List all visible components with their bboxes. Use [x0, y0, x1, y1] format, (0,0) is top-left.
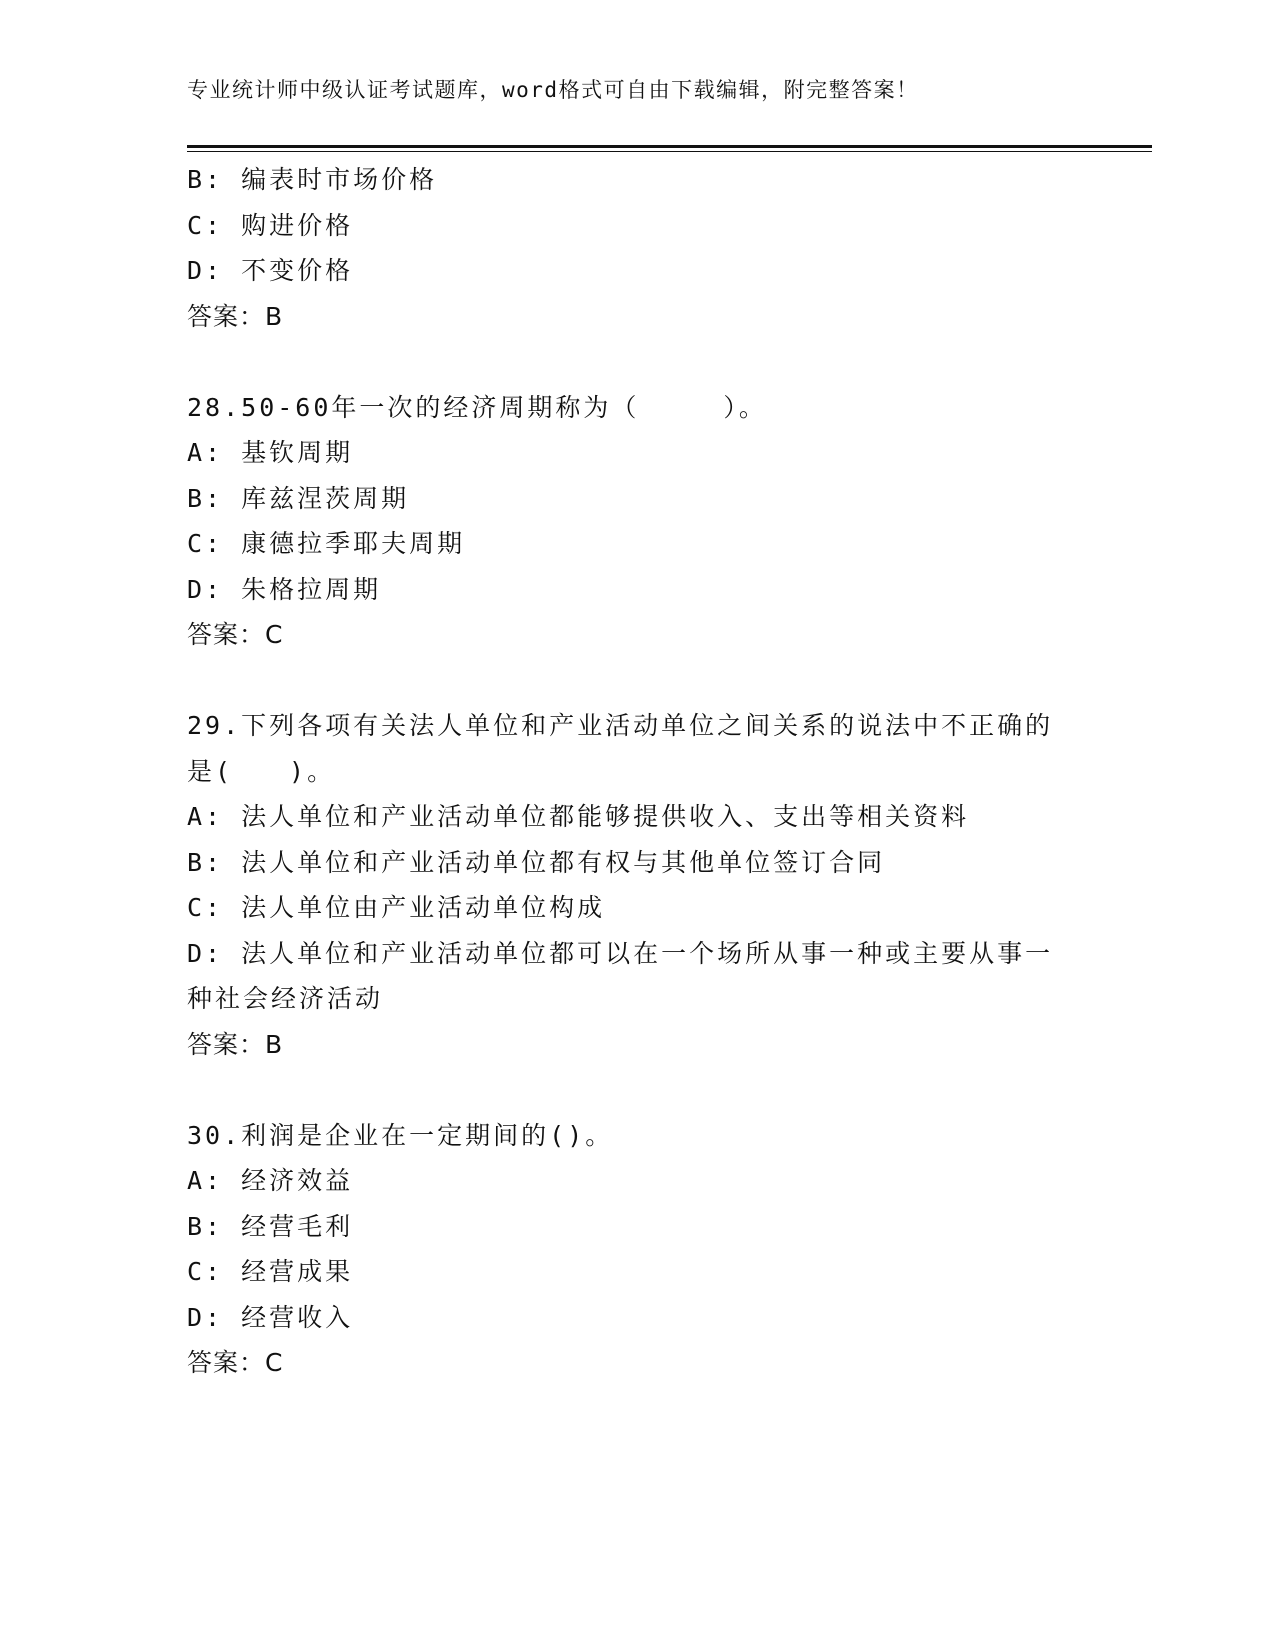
option-a: A: 经济效益 — [187, 1166, 354, 1195]
option-b: B: 法人单位和产业活动单位都有权与其他单位签订合同 — [187, 847, 886, 877]
question-28 — [187, 385, 1087, 658]
option-b: B: 编表时市场价格 — [187, 165, 438, 194]
option-d-line-2: 种社会经济活动 — [187, 984, 384, 1013]
answer: 答案：B — [187, 1029, 284, 1059]
question-text: 30.利润是企业在一定期间的()。 — [187, 1120, 614, 1150]
option-c: C: 经营成果 — [187, 1257, 354, 1286]
question-text-line-2: 是( )。 — [187, 756, 336, 786]
question-27 — [187, 157, 1087, 339]
option-c: C: 购进价格 — [187, 210, 354, 240]
option-d-line-1: D: 法人单位和产业活动单位都可以在一个场所从事一种或主要从事一 — [187, 938, 1054, 968]
option-c: C: 法人单位由产业活动单位构成 — [187, 893, 606, 922]
question-30 — [187, 1113, 1087, 1386]
header-rule-thin — [187, 151, 1152, 152]
spacer — [187, 1067, 1087, 1113]
option-a: A: 法人单位和产业活动单位都能够提供收入、支出等相关资料 — [187, 802, 970, 831]
page-header: 专业统计师中级认证考试题库，word格式可自由下载编辑，附完整答案！ — [187, 78, 919, 102]
header-rule-thick — [187, 145, 1152, 148]
option-a: A: 基钦周期 — [187, 438, 354, 467]
answer: 答案：B — [187, 301, 284, 331]
option-d: D: 经营收入 — [187, 1302, 354, 1332]
spacer — [187, 339, 1087, 385]
question-text-line-1: 29.下列各项有关法人单位和产业活动单位之间关系的说法中不正确的 — [187, 711, 1054, 740]
option-d: D: 不变价格 — [187, 256, 354, 285]
spacer — [187, 658, 1087, 704]
question-text: 28.50-60年一次的经济周期称为（ ）。 — [187, 392, 767, 422]
option-d: D: 朱格拉周期 — [187, 574, 382, 604]
question-list — [187, 157, 1087, 1386]
answer: 答案：C — [187, 1348, 284, 1377]
answer: 答案：C — [187, 620, 284, 649]
option-b: B: 经营毛利 — [187, 1211, 354, 1241]
option-b: B: 库兹涅茨周期 — [187, 483, 410, 513]
option-c: C: 康德拉季耶夫周期 — [187, 529, 466, 558]
question-29 — [187, 703, 1087, 1067]
